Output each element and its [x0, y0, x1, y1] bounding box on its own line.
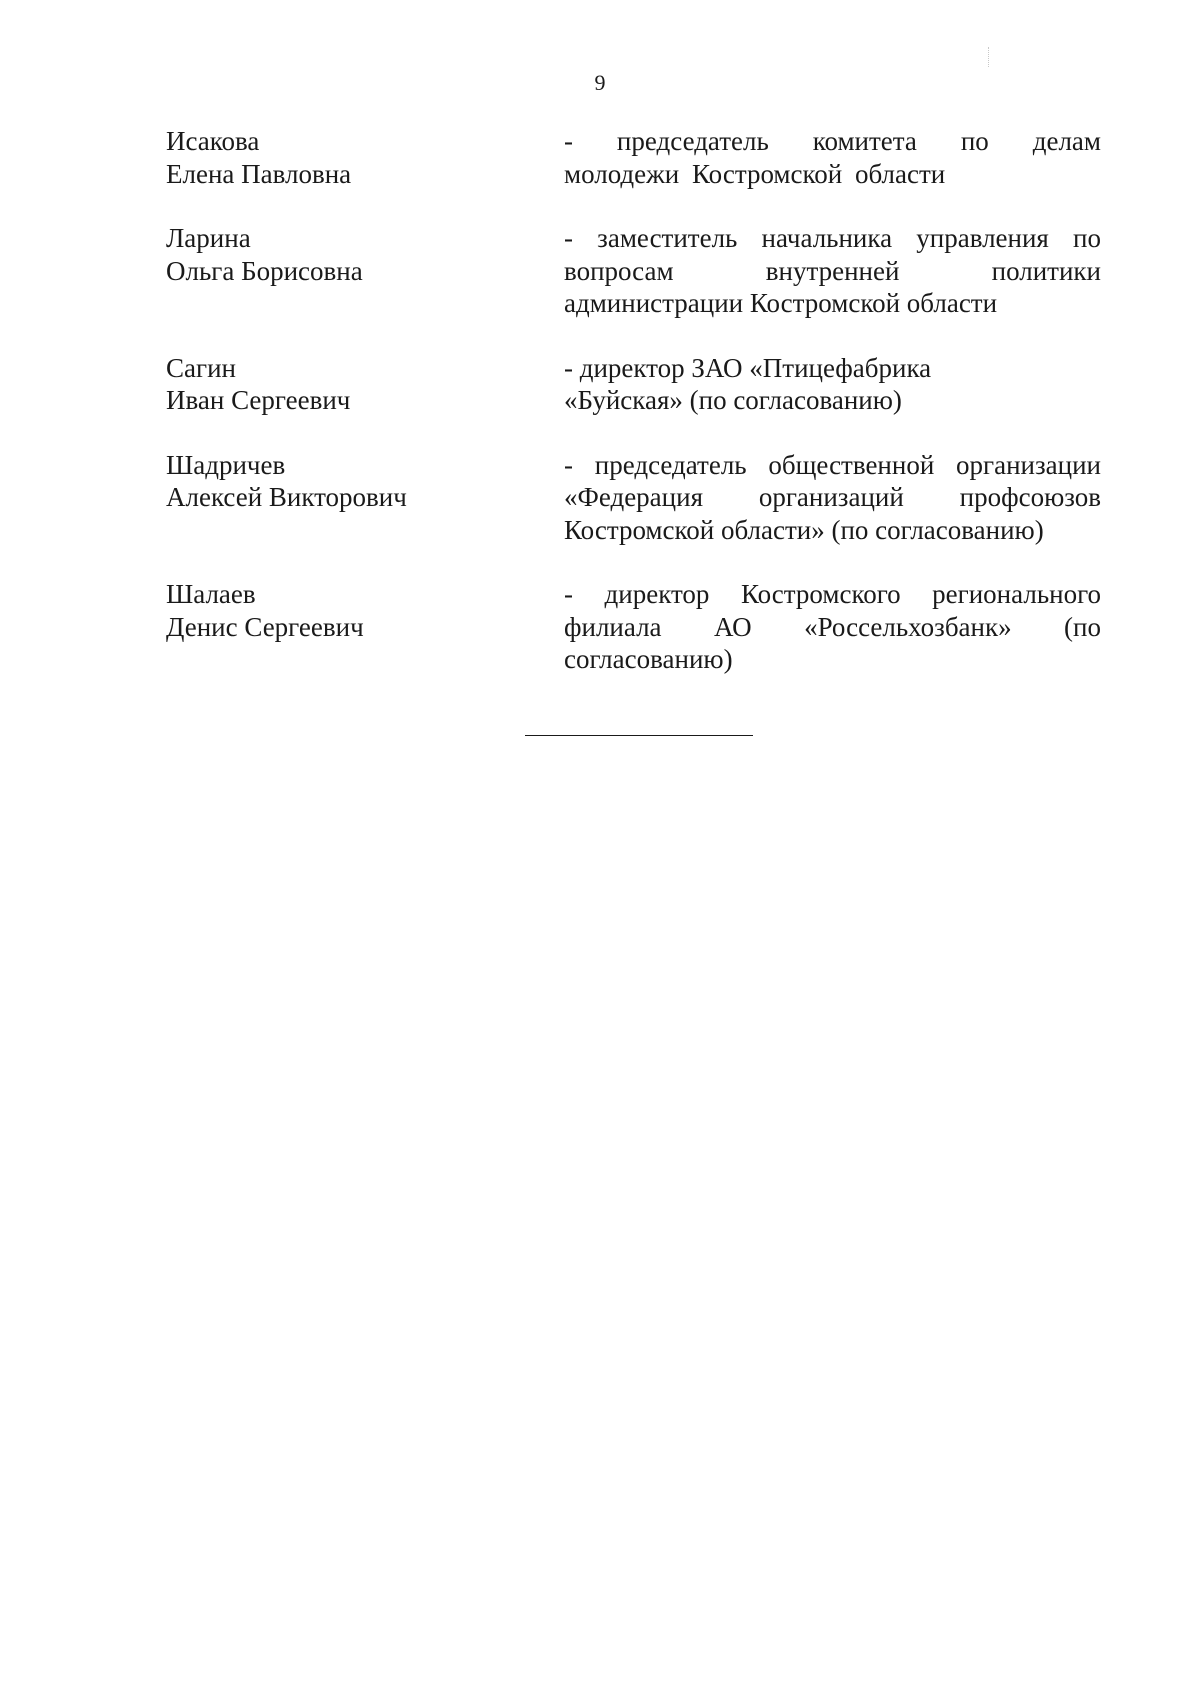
member-role: - заместитель начальника управления по вопросам внутренней политики администрации Костромской области: [564, 223, 1101, 318]
member-surname: Шалаев: [166, 579, 256, 609]
end-separator-line: [525, 735, 753, 736]
member-name: [166, 125, 564, 190]
member-surname: Сагин: [166, 352, 236, 383]
member-entry: [166, 578, 1101, 676]
member-surname: Ларина: [166, 223, 251, 253]
member-entry: [166, 449, 1101, 547]
page-number: 9: [594, 70, 606, 95]
scan-mark: [988, 47, 989, 67]
member-given-names: Елена Павловна: [166, 158, 352, 189]
member-entry: [166, 222, 1101, 320]
members-list: [166, 125, 1101, 676]
member-entry: [166, 125, 1101, 190]
member-given-names: Алексей Викторович: [166, 482, 407, 512]
member-role: - директор ЗАО «Птицефабрика «Буйская» (по согласованию): [564, 352, 932, 415]
member-role: - председатель комитета по делам молодежи Костромской области: [564, 126, 1101, 189]
member-given-names: Иван Сергеевич: [166, 385, 351, 415]
member-surname: Исакова: [166, 126, 260, 156]
member-name: [166, 449, 564, 547]
member-surname: Шадричев: [166, 449, 286, 480]
member-given-names: Денис Сергеевич: [166, 611, 364, 642]
member-name: [166, 352, 564, 417]
member-role: - председатель общественной организации «Федерация организаций профсоюзов Костромской области» (по согласованию): [564, 449, 1101, 545]
member-name: [166, 222, 564, 320]
member-entry: [166, 352, 1101, 417]
member-role: - директор Костромского регионального филиала АО «Россельхозбанк» (по согласованию): [564, 579, 1101, 674]
member-name: [166, 578, 564, 676]
member-given-names: Ольга Борисовна: [166, 255, 363, 286]
